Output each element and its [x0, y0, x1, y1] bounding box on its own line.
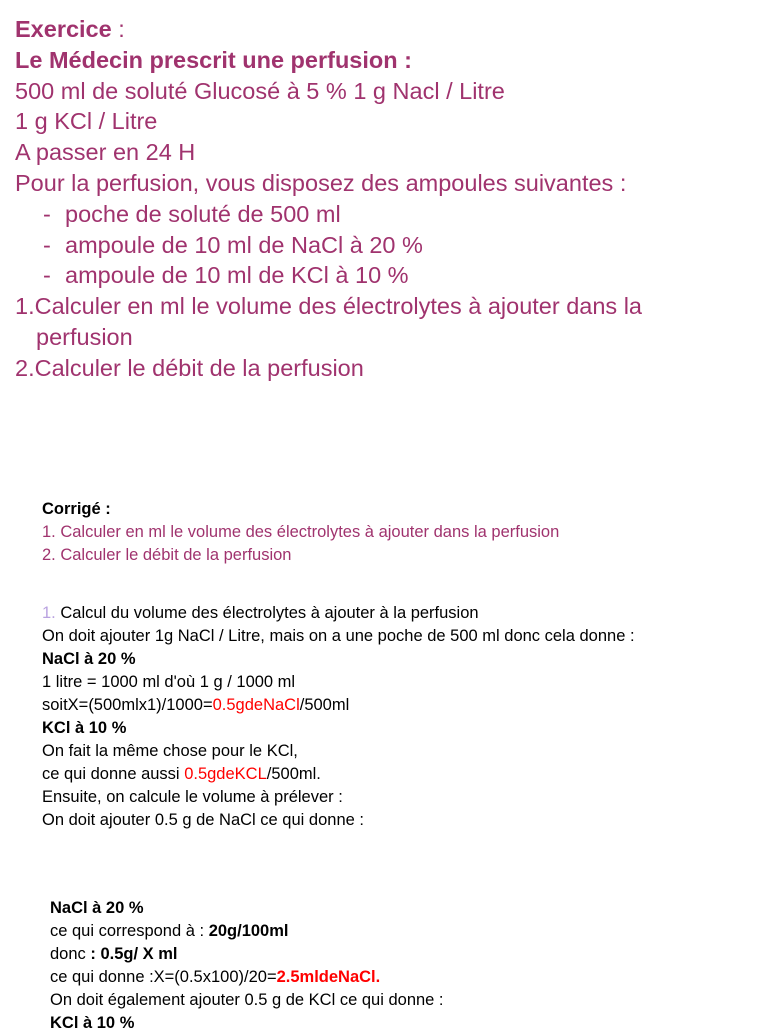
formula-unit: /500ml	[299, 696, 350, 714]
supplies-intro: Pour la perfusion, vous disposez des ampoules suivantes :	[15, 169, 627, 196]
correction-heading: Corrigé :	[42, 500, 111, 518]
donc-text: donc	[50, 945, 91, 963]
part1-title	[42, 602, 752, 625]
nacl-label: NaCl à 20 %	[42, 650, 136, 668]
nacl-formula	[42, 694, 752, 717]
prescription-line-1: 500 ml de soluté Glucosé à 5 % 1 g Nacl / Litre	[15, 77, 505, 104]
part1-title-text: Calcul du volume des électrolytes à ajouter à la perfusion	[55, 604, 479, 622]
result-value: 2.5mldeNaCl.	[276, 968, 381, 986]
exercise-heading-colon: :	[111, 16, 125, 42]
correction-question-1: 1. Calculer en ml le volume des électrolytes à ajouter dans la perfusion	[42, 523, 560, 541]
kcl-add-line: On doit également ajouter 0.5 g de KCl ce qui donne :	[50, 991, 444, 1009]
spacer	[42, 567, 752, 602]
bullet-dash: -	[43, 200, 51, 227]
corresponds-value: 20g/100ml	[208, 922, 289, 940]
exercise-section	[15, 14, 755, 384]
donc-line	[50, 943, 750, 966]
kcl-label: KCl à 10 %	[42, 719, 127, 737]
supply-item	[15, 230, 755, 261]
supply-item	[15, 260, 755, 291]
question-2	[15, 353, 755, 384]
calc-nacl-label: NaCl à 20 %	[50, 899, 144, 917]
kcl-result-text: ce qui donne aussi	[42, 765, 185, 783]
supply-item	[15, 199, 755, 230]
nacl-add-line: On doit ajouter 0.5 g de NaCl ce qui donne :	[42, 811, 364, 829]
kcl-result-unit: /500ml.	[266, 765, 321, 783]
corresponds-text: ce qui correspond à :	[50, 922, 209, 940]
bullet-dash: -	[43, 262, 51, 289]
exercise-title: Le Médecin prescrit une perfusion :	[15, 46, 412, 73]
result-text: ce qui donne :X=(0.5x100)/20=	[50, 968, 277, 986]
formula-text: soitX=(500mlx1)/1000=	[42, 696, 213, 714]
correction-question-2: 2. Calculer le débit de la perfusion	[42, 546, 292, 564]
part1-intro: On doit ajouter 1g NaCl / Litre, mais on a une poche de 500 ml donc cela donne :	[42, 627, 635, 645]
then-line: Ensuite, on calcule le volume à prélever :	[42, 788, 343, 806]
prescription-line-2: 1 g KCl / Litre	[15, 108, 158, 135]
question-number: 2.	[15, 354, 35, 381]
donc-value: : 0.5g/ X ml	[90, 945, 178, 963]
kcl-result	[42, 763, 752, 786]
supply-text: ampoule de 10 ml de NaCl à 20 %	[65, 231, 423, 258]
result-line	[50, 966, 750, 989]
question-text: Calculer le débit de la perfusion	[34, 354, 364, 381]
calculation-section	[50, 897, 750, 1035]
question-1-continuation: perfusion	[36, 323, 133, 350]
question-text: Calculer en ml le volume des électrolytes à ajouter dans la	[34, 293, 642, 320]
conversion-line: 1 litre = 1000 ml d'où 1 g / 1000 ml	[42, 673, 296, 691]
question-number: 1.	[15, 293, 35, 320]
supply-text: poche de soluté de 500 ml	[65, 200, 341, 227]
bullet-dash: -	[43, 231, 51, 258]
formula-result: 0.5gdeNaCl	[212, 696, 300, 714]
kcl-text: On fait la même chose pour le KCl,	[42, 742, 298, 760]
question-1	[15, 291, 755, 322]
kcl-result-value: 0.5gdeKCL	[184, 765, 267, 783]
duration-line: A passer en 24 H	[15, 139, 196, 166]
exercise-heading	[15, 14, 755, 45]
corresponds-line	[50, 920, 750, 943]
part1-number: 1.	[42, 604, 56, 622]
correction-section	[42, 498, 752, 832]
supply-text: ampoule de 10 ml de KCl à 10 %	[65, 262, 409, 289]
calc-kcl-label: KCl à 10 %	[50, 1014, 135, 1032]
exercise-heading-text: Exercice	[15, 16, 112, 42]
